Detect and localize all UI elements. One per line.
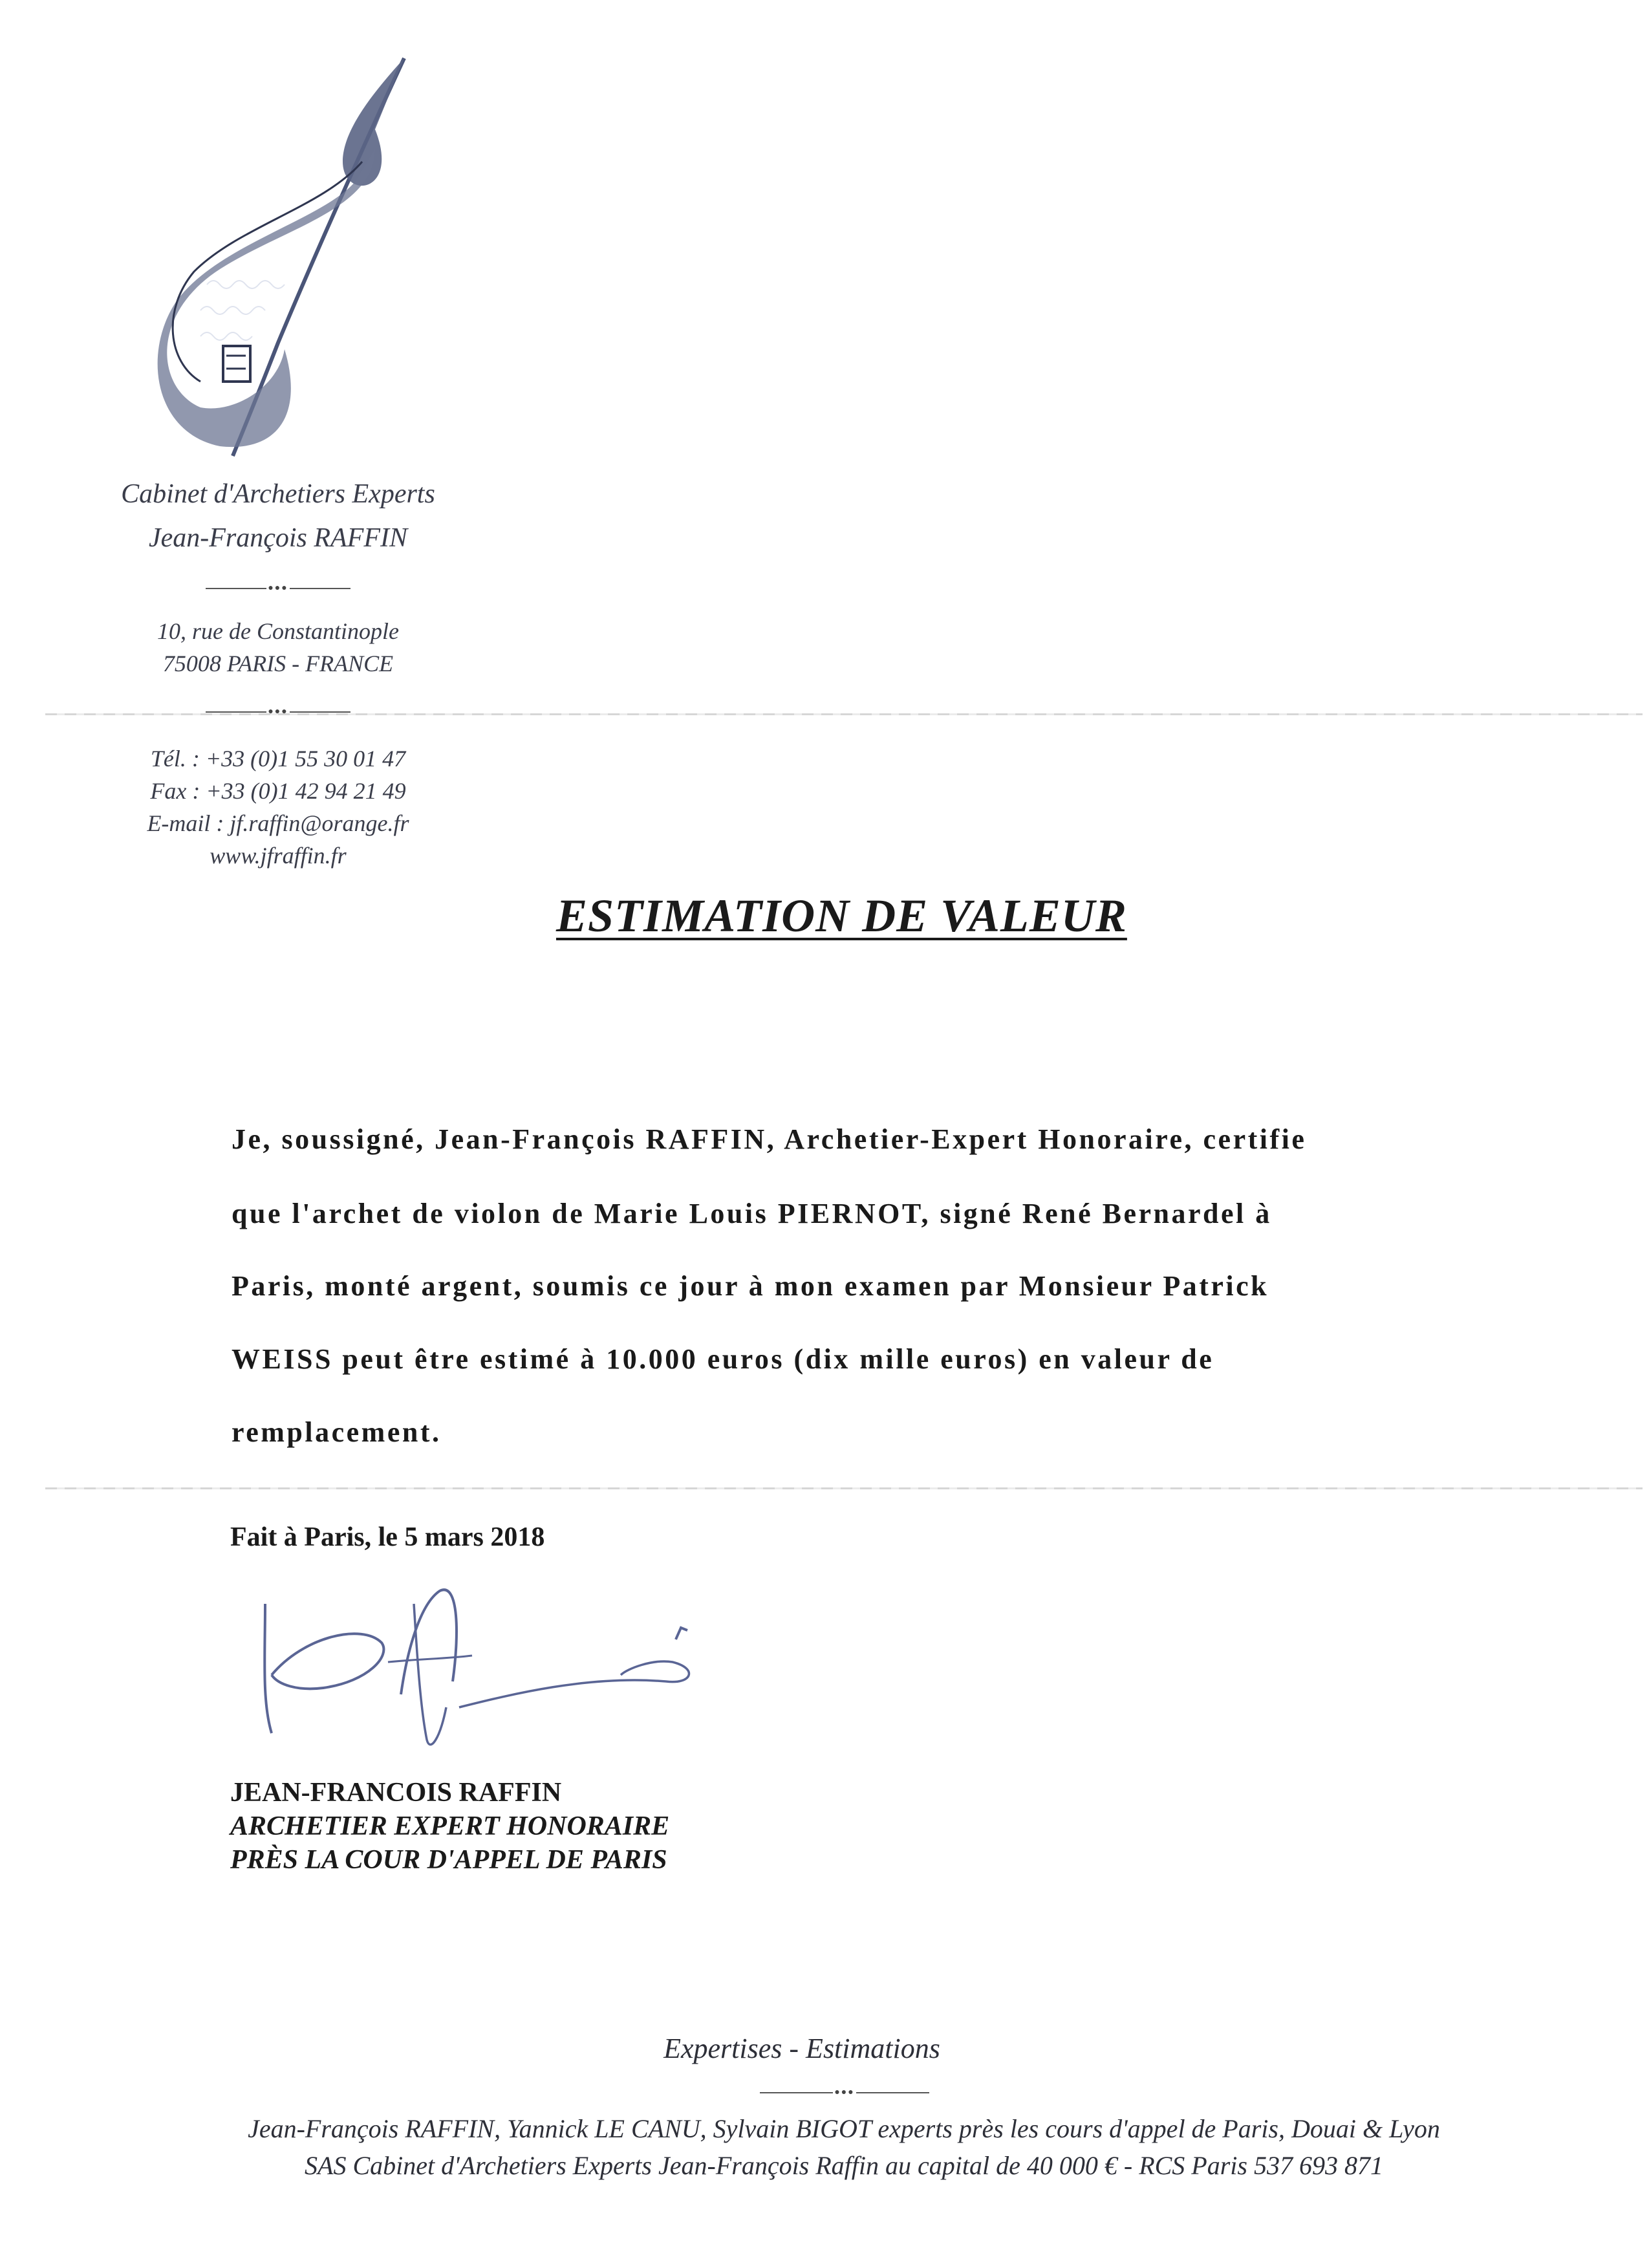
phone-number: Tél. : +33 (0)1 55 30 01 47 — [150, 746, 406, 772]
signatory-title: ARCHETIER EXPERT HONORAIRE — [230, 1811, 670, 1841]
ornament-divider: ●●● — [206, 583, 350, 594]
address-city: 75008 PARIS - FRANCE — [162, 651, 394, 676]
ornament-divider: ●●● — [206, 707, 350, 717]
signatory-court: PRÈS LA COUR D'APPEL DE PARIS — [230, 1845, 667, 1875]
footer-experts: Jean-François RAFFIN, Yannick LE CANU, Sylvain BIGOT experts près les cours d'appel de Paris, Douai & Lyon — [248, 2114, 1440, 2143]
website-url: www.jfraffin.fr — [210, 843, 347, 869]
body-line: Je, soussigné, Jean-François RAFFIN, Archetier-Expert Honoraire, certifie — [232, 1123, 1307, 1155]
footer-services: Expertises - Estimations — [663, 2033, 940, 2064]
body-line: Paris, monté argent, soumis ce jour à mon examen par Monsieur Patrick — [232, 1270, 1269, 1302]
fax-number: Fax : +33 (0)1 42 94 21 49 — [150, 778, 406, 804]
expert-name: Jean-François RAFFIN — [148, 523, 408, 553]
firm-name: Cabinet d'Archetiers Experts — [121, 479, 435, 509]
document-title: ESTIMATION DE VALEUR — [556, 890, 1127, 942]
body-line: WEISS peut être estimé à 10.000 euros (dix mille euros) en valeur de — [232, 1343, 1214, 1375]
place-date: Fait à Paris, le 5 mars 2018 — [230, 1522, 545, 1552]
body-line: remplacement. — [232, 1416, 442, 1448]
logo — [129, 52, 427, 466]
body-line: que l'archet de violon de Marie Louis PIERNOT, signé René Bernardel à — [232, 1198, 1272, 1229]
fold-crease-bottom — [45, 1487, 1643, 1489]
signatory-name: JEAN-FRANCOIS RAFFIN — [230, 1778, 562, 1808]
handwritten-signature — [252, 1578, 718, 1766]
ornament-divider: ●●● — [760, 2088, 929, 2098]
footer-company: SAS Cabinet d'Archetiers Experts Jean-François Raffin au capital de 40 000 € - RCS Paris 537 693 871 — [305, 2151, 1383, 2180]
email-address: E-mail : jf.raffin@orange.fr — [147, 810, 409, 836]
address-street: 10, rue de Constantinople — [157, 618, 399, 644]
